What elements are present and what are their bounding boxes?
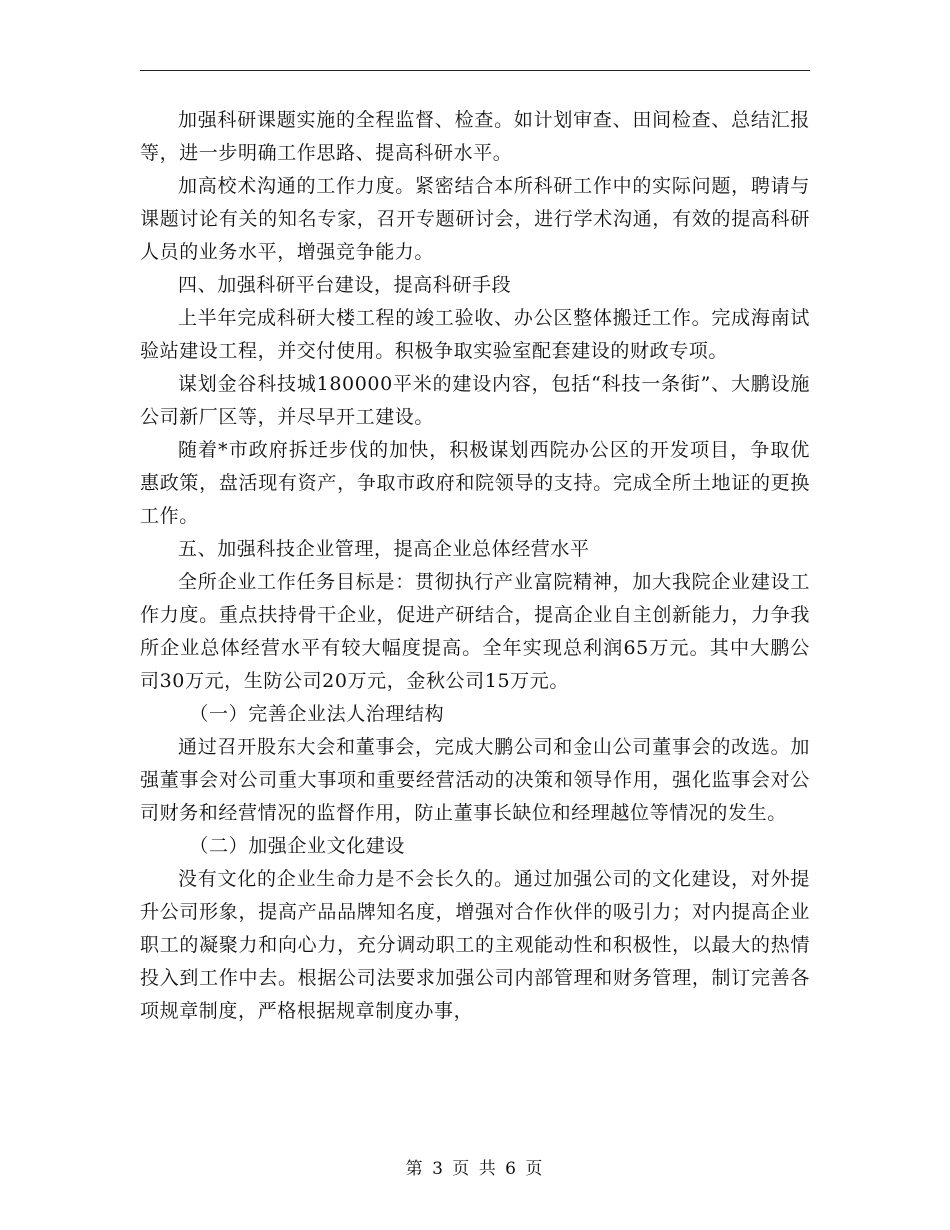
paragraph: 随着*市政府拆迁步伐的加快，积极谋划西院办公区的开发项目，争取优惠政策，盘活现有资产，争取市政府和院领导的支持。完成全所土地证的更换工作。 — [140, 439, 810, 527]
section-heading: 四、加强科研平台建设，提高科研手段 — [178, 274, 512, 296]
subsection-heading: （二）加强企业文化建设 — [189, 835, 405, 857]
paragraph: 加高校术沟通的工作力度。紧密结合本所科研工作中的实际问题，聘请与课题讨论有关的知名专家，召开专题研讨会，进行学术沟通，有效的提高科研人员的业务水平，增强竞争能力。 — [140, 175, 810, 263]
paragraph: 全所企业工作任务目标是：贯彻执行产业富院精神，加大我院企业建设工作力度。重点扶持骨干企业，促进产研结合，提高企业自主创新能力，力争我所企业总体经营水平有较大幅度提高。全年实现总利润65万元。其中大鹏公司30万元，生防公司20万元，金秋公司15万元。 — [140, 571, 810, 692]
paragraph: 上半年完成科研大楼工程的竣工验收、办公区整体搬迁工作。完成海南试验站建设工程，并交付使用。积极争取实验室配套建设的财政专项。 — [140, 307, 810, 362]
paragraph: 加强科研课题实施的全程监督、检查。如计划审查、田间检查、总结汇报等，进一步明确工作思路、提高科研水平。 — [140, 109, 810, 164]
paragraph: 通过召开股东大会和董事会，完成大鹏公司和金山公司董事会的改选。加强董事会对公司重大事项和重要经营活动的决策和领导作用，强化监事会对公司财务和经营情况的监督作用，防止董事长缺位和经理越位等情况的发生。 — [140, 736, 810, 824]
paragraph: 谋划金谷科技城180000平米的建设内容，包括“科技一条街”、大鹏设施公司新厂区等，并尽早开工建设。 — [140, 373, 810, 428]
section-heading: 五、加强科技企业管理，提高企业总体经营水平 — [178, 538, 590, 560]
subsection-heading: （一）完善企业法人治理结构 — [189, 703, 445, 725]
document-body — [140, 104, 810, 1028]
page-number: 第 3 页 共 6 页 — [405, 1159, 545, 1179]
paragraph: 没有文化的企业生命力是不会长久的。通过加强公司的文化建设，对外提升公司形象，提高产品品牌知名度，增强对合作伙伴的吸引力；对内提高企业职工的凝聚力和向心力，充分调动职工的主观能动性和积极性，以最大的热情投入到工作中去。根据公司法要求加强公司内部管理和财务管理，制订完善各项规章制度，严格根据规章制度办事， — [140, 868, 810, 1022]
header-rule — [140, 70, 810, 71]
